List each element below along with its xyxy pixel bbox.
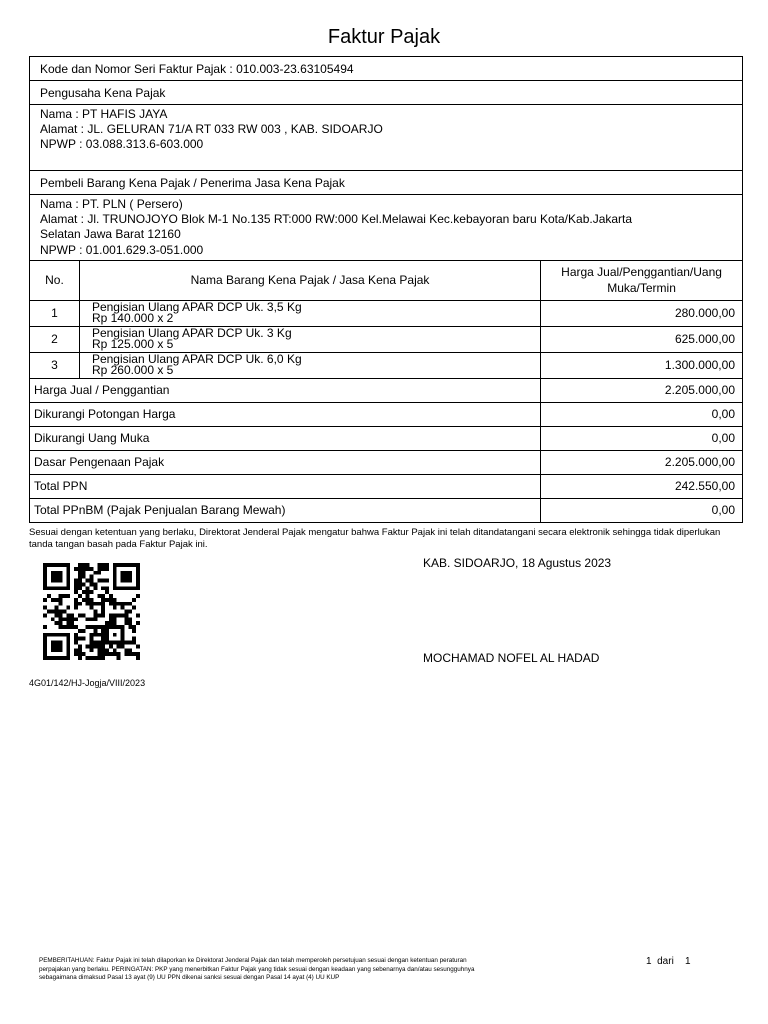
item-description [79, 352, 540, 378]
document-title: Faktur Pajak [327, 26, 441, 48]
item-description [79, 326, 540, 352]
col-header-name: Nama Barang Kena Pajak / Jasa Kena Pajak [79, 260, 540, 300]
seller-info-row [30, 105, 743, 171]
table-row [30, 326, 743, 352]
item-no: 1 [30, 300, 80, 326]
total-label: Total PPN [30, 474, 541, 498]
seller-npwp: NPWP : 03.088.313.6-603.000 [40, 137, 204, 151]
invoice-table [29, 56, 743, 523]
buyer-address-line1: Alamat : Jl. TRUNOJOYO Blok M-1 No.135 RT:000 RW:000 Kel.Melawai Kec.kebayoran baru Kota/Kab.Jakarta [40, 212, 633, 227]
buyer-header-row [30, 171, 743, 195]
page-total: 1 [684, 956, 691, 967]
item-amount: 625.000,00 [541, 326, 743, 352]
buyer-address-line2: Selatan Jawa Barat 12160 [40, 227, 181, 242]
item-no: 2 [30, 326, 80, 352]
item-detail: Rp 140.000 x 2 [91, 311, 174, 326]
seller-address: Alamat : JL. GELURAN 71/A RT 033 RW 003 , KAB. SIDOARJO [40, 122, 383, 136]
page-number [646, 956, 691, 967]
buyer-npwp: NPWP : 01.001.629.3-051.000 [40, 242, 204, 257]
buyer-section-label: Pembeli Barang Kena Pajak / Penerima Jasa Kena Pajak [30, 171, 743, 195]
seller-info [30, 105, 743, 171]
col-header-price-line2: Muka/Termin [607, 281, 676, 296]
total-value: 242.550,00 [541, 474, 743, 498]
total-label: Dasar Pengenaan Pajak [30, 450, 541, 474]
item-detail: Rp 125.000 x 5 [91, 337, 174, 352]
total-label: Total PPnBM (Pajak Penjualan Barang Mewah) [30, 498, 541, 522]
serial-row [30, 57, 743, 81]
item-name: Pengisian Ulang APAR DCP Uk. 6,0 Kg [91, 352, 302, 367]
table-row [30, 300, 743, 326]
total-value: 2.205.000,00 [541, 450, 743, 474]
total-row [30, 426, 743, 450]
total-value: 0,00 [541, 498, 743, 522]
page-current: 1 [646, 956, 652, 967]
total-value: 0,00 [541, 426, 743, 450]
electronic-signature-note: Sesuai dengan ketentuan yang berlaku, Direktorat Jenderal Pajak mengatur bahwa Faktur Pajak ini telah ditandatangani secara elektronik sehingga tidak diperlukan tanda tangan basah pada Faktur Pajak ini. [29, 527, 721, 550]
total-value: 0,00 [541, 402, 743, 426]
item-amount: 280.000,00 [541, 300, 743, 326]
col-header-price-line1: Harga Jual/Penggantian/Uang [561, 265, 722, 280]
total-label: Dikurangi Uang Muka [30, 426, 541, 450]
table-row [30, 352, 743, 378]
total-value: 2.205.000,00 [541, 378, 743, 402]
item-amount: 1.300.000,00 [541, 352, 743, 378]
signer-name: MOCHAMAD NOFEL AL HADAD [423, 651, 600, 665]
qr-code-icon [40, 563, 143, 660]
total-row [30, 402, 743, 426]
item-name: Pengisian Ulang APAR DCP Uk. 3,5 Kg [91, 300, 302, 315]
page-word: dari [657, 956, 674, 967]
item-detail: Rp 260.000 x 5 [91, 363, 174, 378]
seller-name: Nama : PT HAFIS JAYA [40, 107, 168, 121]
seller-header-row [30, 81, 743, 105]
buyer-info [30, 195, 743, 261]
item-description [79, 300, 540, 326]
place-date: KAB. SIDOARJO, 18 Agustus 2023 [423, 556, 612, 570]
total-row [30, 498, 743, 522]
col-header-price [541, 260, 743, 300]
reference-number: 4G01/142/HJ-Jogja/VIII/2023 [29, 678, 146, 688]
total-row [30, 474, 743, 498]
items-header-row [30, 260, 743, 300]
total-label: Dikurangi Potongan Harga [30, 402, 541, 426]
buyer-name: Nama : PT. PLN ( Persero) [40, 197, 183, 211]
total-row [30, 378, 743, 402]
footer-notice: PEMBERITAHUAN: Faktur Pajak ini telah dilaporkan ke Direktorat Jenderal Pajak dan telah memperoleh persetujuan sesuai dengan ketentuan peraturan perpajakan yang berlaku. PERINGATAN: PKP yang menerbitkan Faktur Pajak yang tidak sesuai dengan keadaan yang sebenarnya dan/atau sesungguhnya sebagaimana dimaksud Pasal 13 ayat (9) UU PPN dikenai sanksi sesuai dengan Pasal 14 ayat (4) UU KUP [39, 957, 475, 982]
item-no: 3 [30, 352, 80, 378]
serial-number: Kode dan Nomor Seri Faktur Pajak : 010.003-23.63105494 [30, 57, 743, 81]
col-header-no: No. [30, 260, 80, 300]
total-label: Harga Jual / Penggantian [30, 378, 541, 402]
item-name: Pengisian Ulang APAR DCP Uk. 3 Kg [91, 326, 292, 341]
seller-section-label: Pengusaha Kena Pajak [30, 81, 743, 105]
total-row [30, 450, 743, 474]
buyer-info-row [30, 195, 743, 261]
